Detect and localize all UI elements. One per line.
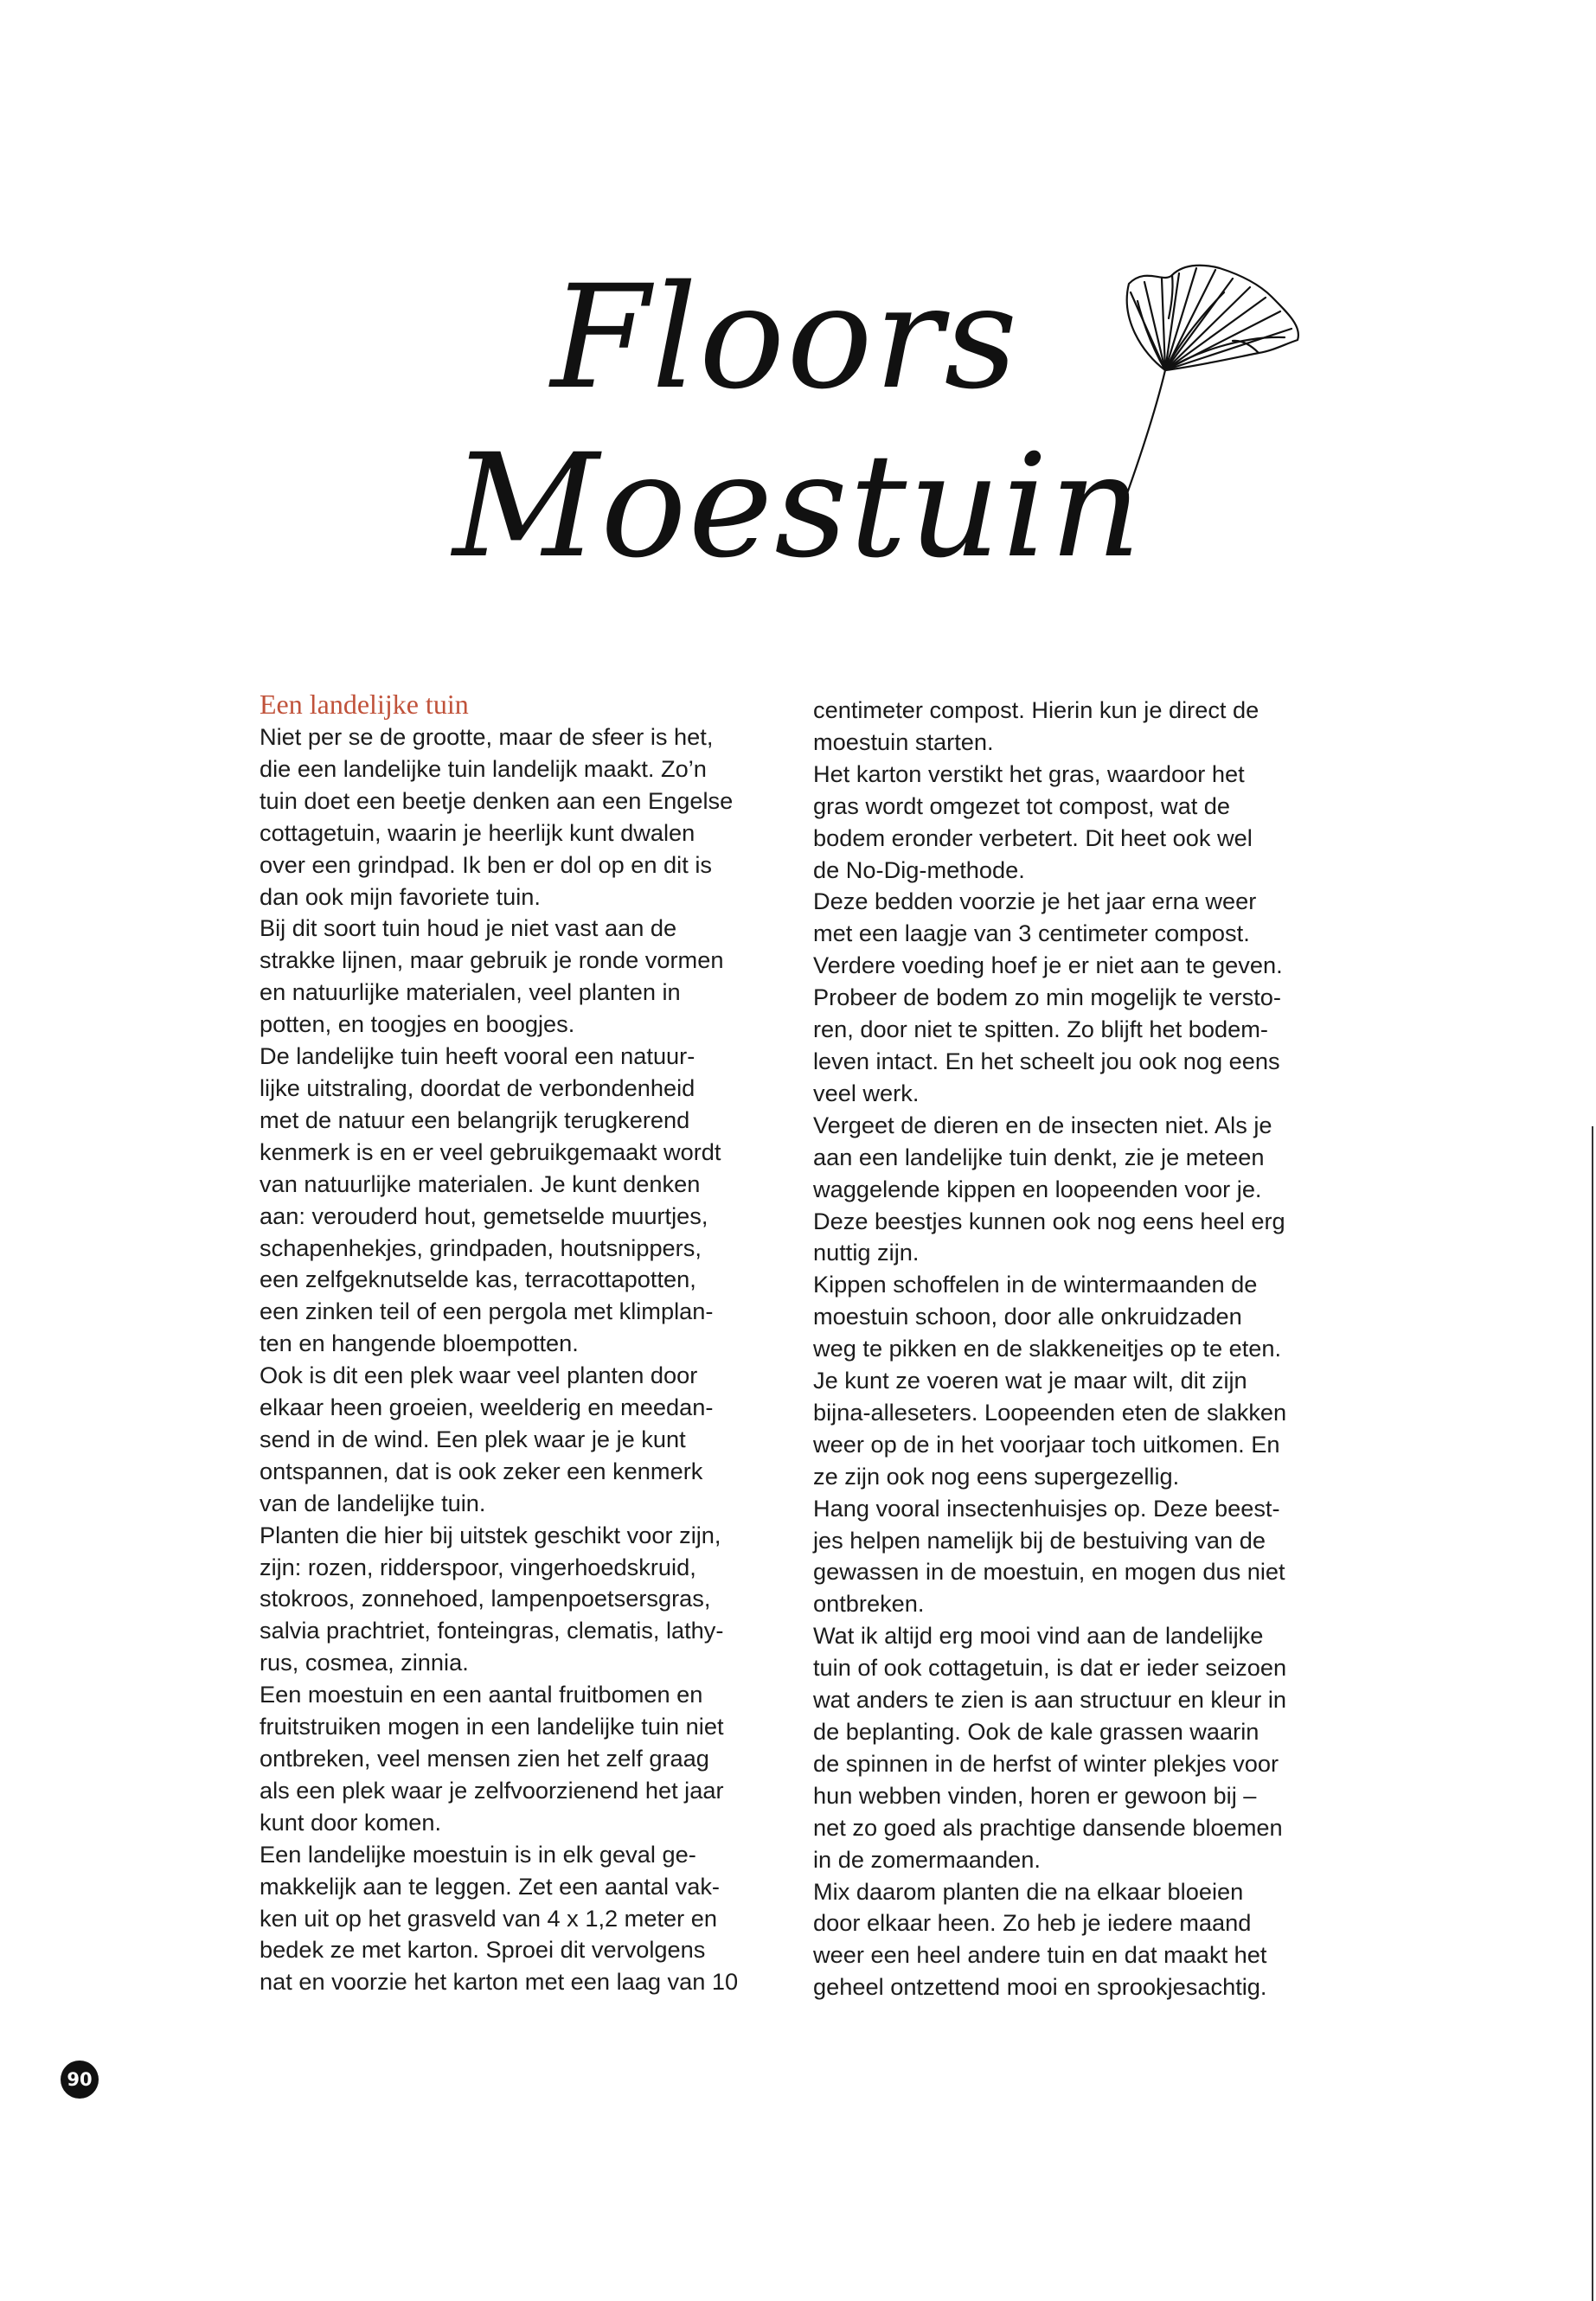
text-line: bedek ze met karton. Sproei dit vervolgens bbox=[260, 1936, 706, 1964]
text-line: zijn: rozen, ridderspoor, vingerhoedskruid, bbox=[260, 1553, 696, 1580]
text-line: gras wordt omgezet tot compost, wat de bbox=[813, 792, 1231, 819]
text-line: moestuin starten. bbox=[813, 727, 994, 755]
ginkgo-leaf-icon bbox=[1112, 258, 1319, 526]
text-line: schapenhekjes, grindpaden, houtsnippers, bbox=[260, 1234, 702, 1261]
text-line: cottagetuin, waarin je heerlijk kunt dwalen bbox=[260, 818, 695, 846]
text-line: die een landelijke tuin landelijk maakt. Zo’n bbox=[260, 754, 707, 782]
text-line: een zinken teil of een pergola met klimplan- bbox=[260, 1298, 714, 1325]
text-line: Je kunt ze voeren wat je maar wilt, dit zijn bbox=[813, 1367, 1247, 1394]
text-line: aan: verouderd hout, gemetselde muurtjes, bbox=[260, 1202, 708, 1229]
text-line: weer een heel andere tuin en dat maakt het bbox=[813, 1941, 1267, 1969]
text-line: tuin doet een beetje denken aan een Engelse bbox=[260, 786, 734, 814]
text-line: Verdere voeding hoef je er niet aan te geven. bbox=[813, 952, 1283, 979]
text-line: geheel ontzettend mooi en sprookjesachtig. bbox=[813, 1973, 1267, 2001]
text-line: Wat ik altijd erg mooi vind aan de landelijke bbox=[813, 1622, 1264, 1650]
text-line: Probeer de bodem zo min mogelijk te versto- bbox=[813, 984, 1281, 1011]
text-line: Deze bedden voorzie je het jaar erna weer bbox=[813, 888, 1257, 915]
text-line: ken uit op het grasveld van 4 x 1,2 meter en bbox=[260, 1904, 717, 1932]
text-line: bijna-alleseters. Loopeenden eten de slakken bbox=[813, 1398, 1287, 1426]
text-line: net zo goed als prachtige dansende bloemen bbox=[813, 1813, 1283, 1841]
text-line: gewassen in de moestuin, en mogen dus niet bbox=[813, 1558, 1285, 1586]
page-edge-divider bbox=[1592, 1126, 1593, 2301]
section-heading: Een landelijke tuin bbox=[260, 689, 469, 720]
left-column bbox=[260, 687, 787, 1998]
text-line: dan ook mijn favoriete tuin. bbox=[260, 882, 541, 910]
text-line: leven intact. En het scheelt jou ook nog eens bbox=[813, 1047, 1280, 1074]
text-line: De landelijke tuin heeft vooral een natuur- bbox=[260, 1042, 695, 1070]
text-line: en natuurlijke materialen, veel planten in bbox=[260, 978, 681, 1006]
text-line: Het karton verstikt het gras, waardoor het bbox=[813, 760, 1245, 787]
text-line: door elkaar heen. Zo heb je iedere maand bbox=[813, 1909, 1252, 1937]
text-line: Vergeet de dieren en de insecten niet. Als je bbox=[813, 1111, 1272, 1138]
text-line: Bij dit soort tuin houd je niet vast aan de bbox=[260, 914, 677, 942]
text-line: Deze beestjes kunnen ook nog eens heel erg bbox=[813, 1207, 1285, 1234]
text-line: moestuin schoon, door alle onkruidzaden bbox=[813, 1303, 1242, 1330]
left-column-text bbox=[260, 721, 787, 1998]
text-line: als een plek waar je zelfvoorzienend het jaar bbox=[260, 1776, 724, 1804]
text-line: ten en hangende bloempotten. bbox=[260, 1330, 579, 1357]
text-line: hun webben vinden, horen er gewoon bij – bbox=[813, 1781, 1257, 1809]
text-line: Een moestuin en een aantal fruitbomen en bbox=[260, 1681, 703, 1708]
text-line: Niet per se de grootte, maar de sfeer is het, bbox=[260, 723, 714, 750]
page-number: 90 bbox=[61, 2061, 99, 2099]
text-line: salvia prachtriet, fonteingras, clematis, lathy- bbox=[260, 1617, 724, 1644]
text-line: elkaar heen groeien, weelderig en meedan- bbox=[260, 1394, 714, 1421]
text-line: potten, en toogjes en boogjes. bbox=[260, 1010, 575, 1038]
text-line: een zelfgeknutselde kas, terracottapotten, bbox=[260, 1266, 696, 1293]
text-line: ontbreken. bbox=[813, 1590, 925, 1618]
text-line: over een grindpad. Ik ben er dol op en dit is bbox=[260, 850, 712, 878]
text-line: van de landelijke tuin. bbox=[260, 1489, 486, 1516]
text-line: lijke uitstraling, doordat de verbondenheid bbox=[260, 1074, 695, 1101]
text-line: ren, door niet te spitten. Zo blijft het bodem- bbox=[813, 1016, 1268, 1043]
text-line: Planten die hier bij uitstek geschikt voor zijn, bbox=[260, 1521, 721, 1548]
text-line: kunt door komen. bbox=[260, 1808, 442, 1836]
text-line: bodem eronder verbetert. Dit heet ook wel bbox=[813, 824, 1253, 851]
text-line: Mix daarom planten die na elkaar bloeien bbox=[813, 1877, 1244, 1905]
text-line: veel werk. bbox=[813, 1079, 920, 1106]
text-line: Ook is dit een plek waar veel planten door bbox=[260, 1362, 698, 1389]
text-line: van natuurlijke materialen. Je kunt denken bbox=[260, 1170, 701, 1197]
text-line: wat anders te zien is aan structuur en kleur in bbox=[813, 1686, 1287, 1714]
text-line: strakke lijnen, maar gebruik je ronde vormen bbox=[260, 946, 724, 974]
text-line: Hang vooral insectenhuisjes op. Deze beest- bbox=[813, 1494, 1280, 1522]
text-line: nat en voorzie het karton met een laag van 10 bbox=[260, 1968, 739, 1996]
text-line: nuttig zijn. bbox=[813, 1239, 920, 1266]
text-line: jes helpen namelijk bij de bestuiving van de bbox=[813, 1526, 1266, 1554]
text-line: Een landelijke moestuin is in elk geval ge- bbox=[260, 1840, 696, 1868]
title-line-2: Moestuin bbox=[452, 423, 1144, 589]
text-line: ontbreken, veel mensen zien het zelf graag bbox=[260, 1745, 709, 1772]
text-line: met een laagje van 3 centimeter compost. bbox=[813, 920, 1250, 947]
text-line: send in de wind. Een plek waar je je kunt bbox=[260, 1425, 686, 1452]
text-line: in de zomermaanden. bbox=[813, 1845, 1041, 1873]
text-line: waggelende kippen en loopeenden voor je. bbox=[813, 1175, 1262, 1202]
text-line: de No-Dig-methode. bbox=[813, 856, 1025, 883]
text-line: de spinnen in de herfst of winter plekjes voor bbox=[813, 1749, 1279, 1777]
text-line: weer op de in het voorjaar toch uitkomen. En bbox=[813, 1430, 1280, 1458]
text-line: aan een landelijke tuin denkt, zie je meteen bbox=[813, 1143, 1265, 1170]
text-line: fruitstruiken mogen in een landelijke tuin niet bbox=[260, 1713, 724, 1740]
text-line: centimeter compost. Hierin kun je direct de bbox=[813, 696, 1259, 723]
text-line: stokroos, zonnehoed, lampenpoetsersgras, bbox=[260, 1585, 711, 1612]
text-line: ze zijn ook nog eens supergezellig. bbox=[813, 1462, 1180, 1490]
title-line-1: Floors bbox=[550, 254, 1020, 420]
text-line: makkelijk aan te leggen. Zet een aantal vak- bbox=[260, 1872, 720, 1900]
text-line: met de natuur een belangrijk terugkerend bbox=[260, 1106, 690, 1133]
text-line: kenmerk is en er veel gebruikgemaakt wordt bbox=[260, 1138, 721, 1165]
text-line: Kippen schoffelen in de wintermaanden de bbox=[813, 1271, 1258, 1298]
text-line: weg te pikken en de slakkeneitjes op te eten. bbox=[813, 1335, 1282, 1362]
text-line: ontspannen, dat is ook zeker een kenmerk bbox=[260, 1457, 703, 1484]
text-line: de beplanting. Ook de kale grassen waarin bbox=[813, 1718, 1259, 1745]
text-line: rus, cosmea, zinnia. bbox=[260, 1649, 469, 1676]
text-line: tuin of ook cottagetuin, is dat er ieder seizoen bbox=[813, 1654, 1287, 1682]
right-column bbox=[813, 695, 1341, 2003]
right-column-text bbox=[813, 695, 1341, 2003]
